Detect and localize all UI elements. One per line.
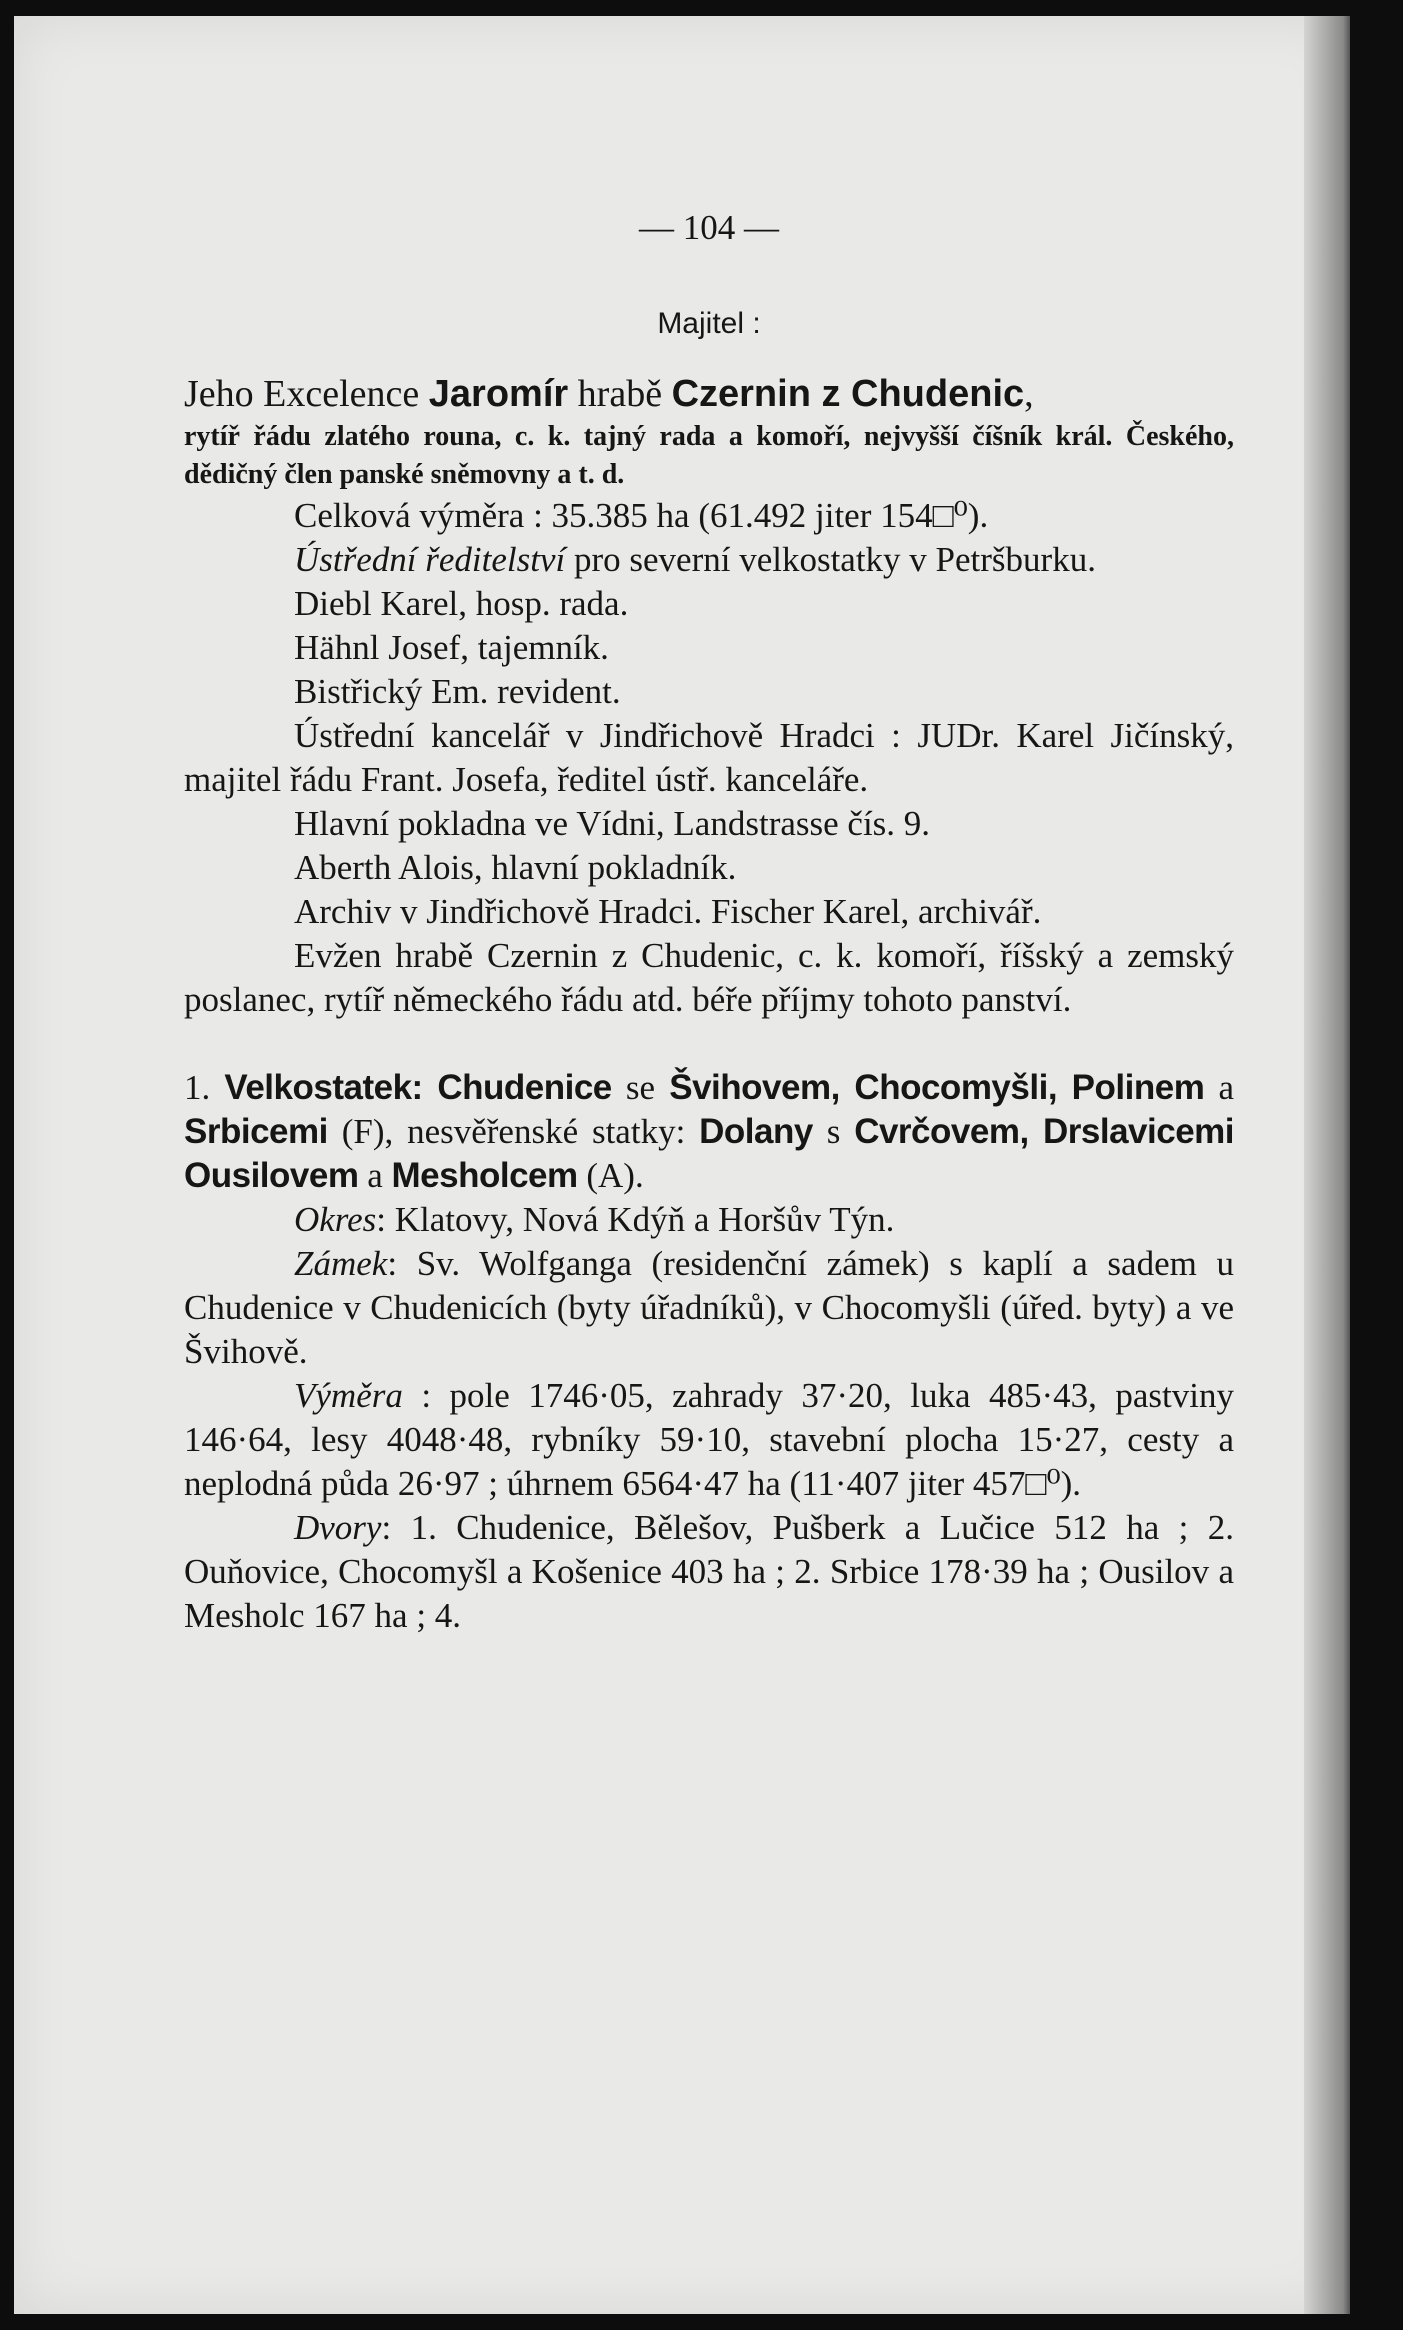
staff-item: Bistřický Em. revident. <box>294 672 621 711</box>
owner-line <box>184 370 1234 418</box>
farms-text: : 1. Chudenice, Bělešov, Pušberk a Lučice 512 ha ; 2. Ouňovice, Chocomyšl a Košenice 403 ha ; 2. Srbice 178·39 ha ; Ousilov a Mesholc 167 ha ; 4. <box>184 1508 1234 1635</box>
main-cash-office: Hlavní pokladna ve Vídni, Landstrasse čís. 9. <box>294 804 931 843</box>
owner-suffix: , <box>1024 373 1034 415</box>
farms-label: Dvory <box>294 1508 382 1547</box>
owner-name-family: Czernin z Chudenic <box>671 373 1025 415</box>
area <box>184 1374 1234 1506</box>
cashier: Aberth Alois, hlavní pokladník. <box>294 848 737 887</box>
estate-t2: Chudenice <box>422 1068 612 1107</box>
estate-t9: s <box>812 1112 855 1151</box>
estate-t3: se <box>611 1068 670 1107</box>
estate-t10: Cvrčovem, Drslavicemi Ousilovem <box>184 1112 1235 1195</box>
book-page <box>14 16 1350 2314</box>
total-area: Celková výměra : 35.385 ha (61.492 jiter 154□⁰). <box>294 496 989 535</box>
central-directorate-text: pro severní velkostatky v Petršburku. <box>565 540 1096 579</box>
central-office: Ústřední kancelář v Jindřichově Hradci : JUDr. Karel Jičínský, majitel řádu Frant. Josefa, ředitel ústř. kanceláře. <box>184 716 1234 799</box>
estate-t5: a <box>1204 1068 1235 1107</box>
page-text <box>184 206 1234 1638</box>
archive: Archiv v Jindřichově Hradci. Fischer Karel, archivář. <box>294 892 1042 931</box>
owner-titles: rytíř řádu zlatého rouna, c. k. tajný rada a komoří, nejvyšší číšník král. Českého, dědičný člen panské sněmovny a t. d. <box>184 421 1234 490</box>
estate-num: 1. <box>184 1068 225 1107</box>
owner-prefix: Jeho Excelence <box>184 373 429 415</box>
estate-t6: Srbicemi <box>184 1112 328 1151</box>
castle-label: Zámek <box>294 1244 388 1283</box>
estate-t11: a <box>358 1156 392 1195</box>
estate-t4: Švihovem, Chocomyšli, Polinem <box>669 1068 1205 1107</box>
farms <box>184 1506 1234 1638</box>
castle <box>184 1242 1234 1374</box>
central-directorate-label: Ústřední ředitelství <box>294 540 566 579</box>
staff-item: Hähnl Josef, tajemník. <box>294 628 609 667</box>
district <box>184 1198 1234 1242</box>
area-label: Výměra <box>294 1376 403 1415</box>
page-number: — 104 — <box>639 208 779 247</box>
owner-name-first: Jaromír <box>428 373 569 415</box>
estate-t8: Dolany <box>699 1112 813 1151</box>
area-text: : pole 1746·05, zahrady 37·20, luka 485·43, pastviny 146·64, lesy 4048·48, rybníky 59·10, stavební plocha 15·27, cesty a neplodná půda 26·97 ; úhrnem 6564·47 ha (11·407 jiter 457□⁰). <box>184 1376 1234 1503</box>
staff-item: Diebl Karel, hosp. rada. <box>294 584 629 623</box>
castle-text: : Sv. Wolfganga (residenční zámek) s kaplí a sadem u Chudenice v Chudenicích (byty úřadníků), v Chocomyšli (úřed. byty) a ve Švihově. <box>184 1244 1234 1371</box>
owner-mid: hrabě <box>568 373 672 415</box>
estate-t13: (A). <box>577 1156 644 1195</box>
estate-heading <box>184 1066 1234 1198</box>
estate-t12: Mesholcem <box>391 1156 578 1195</box>
page-edge-shadow <box>1304 16 1350 2314</box>
estate-t7: (F), nesvěřenské statky: <box>327 1112 700 1151</box>
district-text: : Klatovy, Nová Kdýň a Horšův Týn. <box>376 1200 895 1239</box>
district-label: Okres <box>294 1200 377 1239</box>
central-directorate <box>184 538 1234 582</box>
estate-t1: Velkostatek: <box>224 1068 423 1107</box>
owner-label: Majitel : <box>657 307 761 340</box>
evzen-czernin: Evžen hrabě Czernin z Chudenic, c. k. komoří, říšský a zemský poslanec, rytíř německého řádu atd. béře příjmy tohoto panství. <box>184 936 1234 1019</box>
